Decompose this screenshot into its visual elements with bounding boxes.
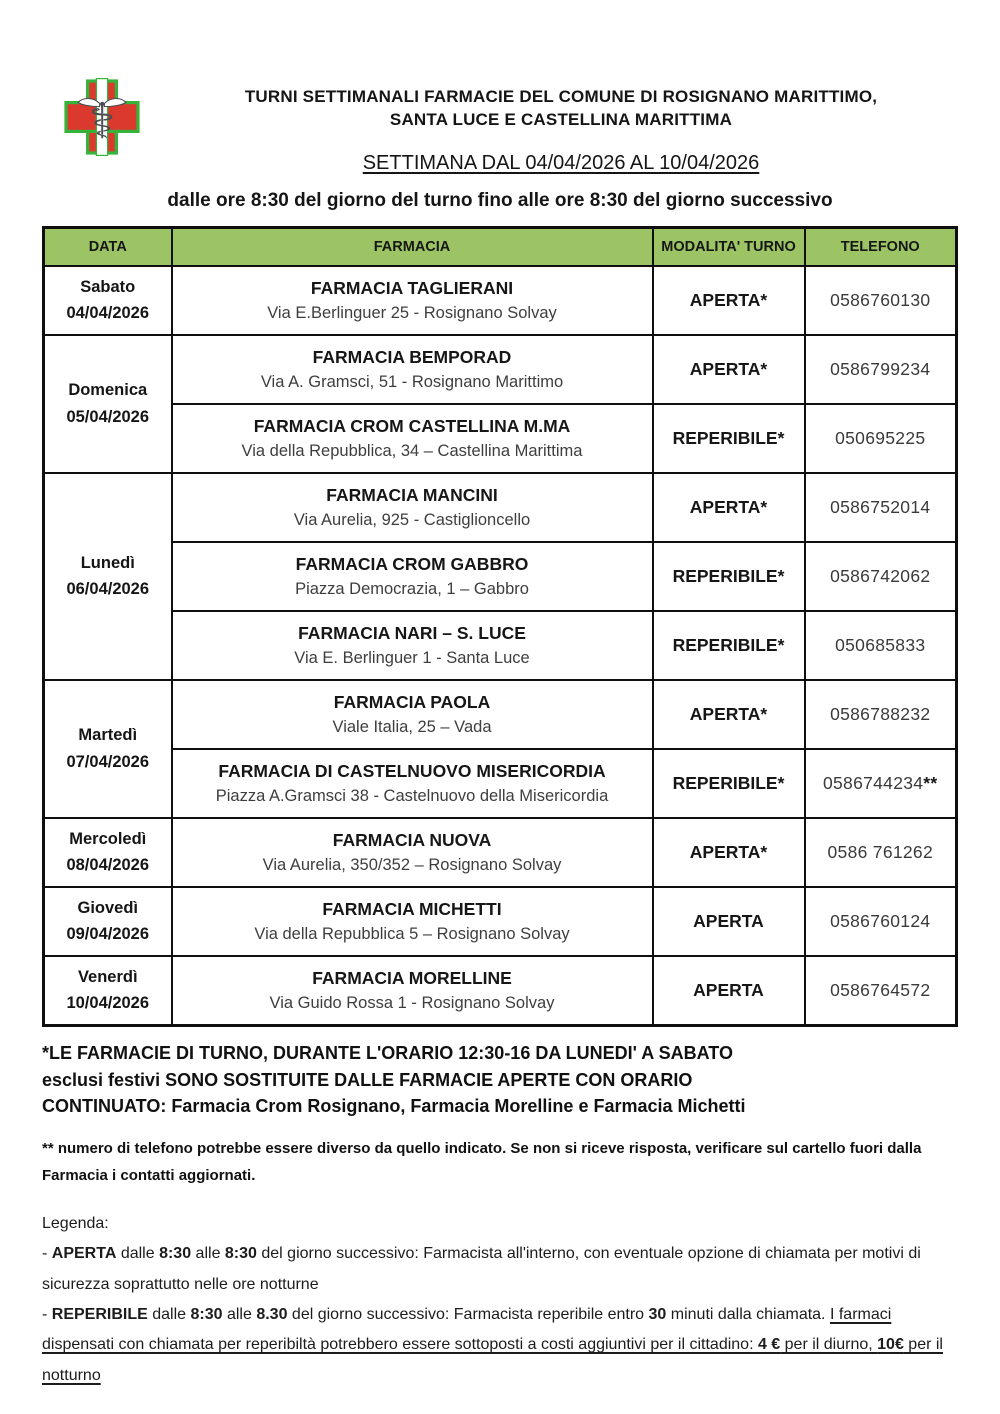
week-range-subtitle: SETTIMANA DAL 04/04/2026 AL 10/04/2026: [362, 151, 760, 174]
pharmacy-address: Via E.Berlinguer 25 - Rosignano Solvay: [267, 303, 557, 322]
legend-text-segment: I farmaci dispensati con chiamata per reperibiltà potrebbero essere sottoposti a costi aggiuntivi per il cittadino:: [42, 1305, 892, 1354]
pharmacy-address: Via della Repubblica, 34 – Castellina Marittima: [241, 441, 583, 460]
table-row: [44, 956, 957, 1026]
table-row: [44, 335, 957, 404]
pharmacy-cell: [172, 542, 653, 611]
phone-text: 0586788232: [830, 703, 931, 724]
pharmacy-cell: [172, 335, 653, 404]
day-name: Giovedì: [77, 898, 138, 917]
mode-cell: [653, 611, 805, 680]
legend-text-segment: -: [42, 1245, 52, 1263]
day-date: 07/04/2026: [66, 752, 150, 771]
phone-text: 050685833: [835, 634, 926, 655]
phone-cell: [805, 266, 957, 335]
table-row: [44, 473, 957, 542]
pharmacy-name: FARMACIA NARI – S. LUCE: [298, 622, 526, 643]
legend-text-segment: 8:30: [159, 1245, 192, 1263]
phone-cell: [805, 611, 957, 680]
mode-text: REPERIBILE*: [672, 565, 785, 586]
phone-text: 0586744234**: [822, 772, 938, 793]
mode-cell: [653, 404, 805, 473]
substitution-note-line: *LE FARMACIE DI TURNO, DURANTE L'ORARIO 12:30-16 DA LUNEDI' A SABATO: [42, 1042, 733, 1063]
phone-text: 0586764572: [830, 979, 931, 1000]
mode-text: APERTA*: [689, 358, 768, 379]
pharmacy-address: Piazza Democrazia, 1 – Gabbro: [295, 579, 529, 598]
phone-cell: [805, 542, 957, 611]
page-title-line: TURNI SETTIMANALI FARMACIE DEL COMUNE DI ROSIGNANO MARITTIMO,: [244, 87, 878, 106]
phone-disclaimer-note: ** numero di telefono potrebbe essere diverso da quello indicato. Se non si riceve risposta, verificare sul cartello fuori dalla Farmacia i contatti aggiornati.: [42, 1139, 922, 1184]
pharmacy-cell: [172, 956, 653, 1026]
table-row: [44, 404, 957, 473]
pharmacy-name: FARMACIA PAOLA: [333, 691, 491, 712]
phone-cell: [805, 473, 957, 542]
mode-text: APERTA*: [689, 289, 768, 310]
day-date: 09/04/2026: [66, 925, 150, 944]
shift-hours-line: dalle ore 8:30 del giorno del turno fino alle ore 8:30 del giorno successivo: [167, 189, 833, 211]
pharmacy-cell: [172, 818, 653, 887]
pharmacy-address: Viale Italia, 25 – Vada: [332, 717, 492, 736]
pharmacy-cell: [172, 404, 653, 473]
day-name: Sabato: [80, 277, 136, 296]
mode-text: REPERIBILE*: [672, 427, 785, 448]
pharmacy-cell: [172, 749, 653, 818]
pharmacy-shift-table: [42, 226, 958, 1027]
header-block: [150, 0, 972, 175]
mode-cell: [653, 749, 805, 818]
pharmacy-name: FARMACIA NUOVA: [332, 829, 492, 850]
substitution-note-line: CONTINUATO: Farmacia Crom Rosignano, Farmacia Morelline e Farmacia Michetti: [42, 1096, 746, 1117]
phone-cell: [805, 818, 957, 887]
mode-text: APERTA: [693, 979, 764, 1000]
table-row: [44, 680, 957, 749]
table-row: [44, 542, 957, 611]
legend-item-reperibile: [42, 1300, 958, 1391]
pharmacy-address: Via Aurelia, 925 - Castiglioncello: [293, 510, 531, 529]
day-cell: [44, 887, 172, 956]
table-row: [44, 818, 957, 887]
pharmacy-address: Via della Repubblica 5 – Rosignano Solvay: [254, 924, 570, 943]
mode-text: REPERIBILE*: [672, 772, 785, 793]
table-row: [44, 266, 957, 335]
mode-cell: [653, 335, 805, 404]
legend: [42, 1209, 958, 1391]
mode-cell: [653, 266, 805, 335]
legend-text-segment: APERTA: [51, 1245, 117, 1263]
day-date: 04/04/2026: [66, 304, 150, 323]
col-header-data: DATA: [44, 227, 172, 266]
phone-text: 0586 761262: [827, 841, 933, 862]
day-name: Mercoledì: [69, 829, 147, 848]
legend-item-aperta: [42, 1239, 958, 1300]
phone-cell: [805, 335, 957, 404]
pharmacy-table-body: [44, 266, 957, 1026]
phone-text: 0586799234: [830, 358, 931, 379]
day-date: 05/04/2026: [66, 407, 150, 426]
table-row: [44, 887, 957, 956]
pharmacy-name: FARMACIA MICHETTI: [322, 898, 502, 919]
pharmacy-cell: [172, 473, 653, 542]
day-name: Domenica: [68, 381, 148, 400]
legend-text-segment: dalle: [147, 1305, 191, 1323]
legend-text-segment: per il notturno: [42, 1336, 943, 1384]
day-date: 06/04/2026: [66, 580, 150, 599]
legend-text-segment: -: [42, 1305, 52, 1323]
col-header-farmacia: FARMACIA: [172, 227, 653, 266]
pharmacy-name: FARMACIA MORELLINE: [312, 967, 512, 988]
legend-text-segment: per il diurno,: [780, 1336, 878, 1354]
legend-text-segment: REPERIBILE: [51, 1305, 148, 1323]
day-cell: [44, 818, 172, 887]
pharmacy-address: Piazza A.Gramsci 38 - Castelnuovo della Misericordia: [215, 786, 609, 805]
mode-cell: [653, 680, 805, 749]
mode-text: APERTA: [693, 910, 764, 931]
legend-text-segment: minuti dalla chiamata.: [666, 1305, 830, 1323]
phone-text: 0586760130: [830, 289, 931, 310]
pharmacy-name: FARMACIA MANCINI: [326, 484, 498, 505]
day-cell: [44, 473, 172, 680]
phone-text: 0586752014: [830, 496, 931, 517]
pharmacy-cell: [172, 611, 653, 680]
table-header-row: [44, 227, 957, 266]
mode-text: APERTA*: [689, 841, 768, 862]
day-date: 10/04/2026: [66, 994, 150, 1013]
phone-text: 050695225: [835, 427, 926, 448]
pharmacy-cell: [172, 887, 653, 956]
mode-text: APERTA*: [689, 496, 768, 517]
col-header-telefono: TELEFONO: [805, 227, 957, 266]
mode-cell: [653, 818, 805, 887]
phone-cell: [805, 749, 957, 818]
phone-cell: [805, 680, 957, 749]
table-row: [44, 749, 957, 818]
legend-text-segment: 10€: [877, 1336, 904, 1354]
mode-cell: [653, 887, 805, 956]
mode-cell: [653, 542, 805, 611]
day-name: Martedì: [78, 726, 138, 745]
mode-text: APERTA*: [689, 703, 768, 724]
phone-text: 0586760124: [830, 910, 931, 931]
mode-text: REPERIBILE*: [672, 634, 785, 655]
pharmacy-cell: [172, 266, 653, 335]
legend-label: Legenda:: [42, 1214, 109, 1232]
pharmacy-name: FARMACIA BEMPORAD: [312, 346, 512, 367]
legend-text-segment: 4 €: [757, 1336, 781, 1354]
substitution-note: [42, 1040, 958, 1120]
pharmacy-cross-logo: [62, 70, 142, 164]
phone-cell: [805, 887, 957, 956]
legend-text-segment: 8:30: [190, 1305, 223, 1323]
caduceus-icon: ⚕: [88, 91, 116, 150]
legend-text-segment: 30: [648, 1305, 667, 1323]
pharmacy-name: FARMACIA CROM CASTELLINA M.MA: [253, 415, 571, 436]
pharmacy-cell: [172, 680, 653, 749]
mode-cell: [653, 956, 805, 1026]
day-cell: [44, 335, 172, 473]
col-header-modalita-turno: MODALITA' TURNO: [653, 227, 805, 266]
legend-text-segment: del giorno successivo: Farmacista all'interno, con eventuale opzione di chiamata per motivi di sicurezza soprattutto nelle ore notturne: [42, 1245, 921, 1293]
day-date: 08/04/2026: [66, 856, 150, 875]
legend-text-segment: alle: [191, 1245, 225, 1263]
day-name: Venerdì: [77, 967, 138, 986]
pharmacy-name: FARMACIA DI CASTELNUOVO MISERICORDIA: [218, 760, 606, 781]
phone-cell: [805, 404, 957, 473]
page-title: [150, 86, 972, 132]
page-title-line: SANTA LUCE E CASTELLINA MARITTIMA: [389, 109, 733, 129]
pharmacy-address: Via A. Gramsci, 51 - Rosignano Marittimo: [260, 372, 564, 391]
legend-text-segment: 8:30: [224, 1245, 257, 1263]
pharmacy-address: Via E. Berlinguer 1 - Santa Luce: [294, 648, 530, 667]
pharmacy-address: Via Aurelia, 350/352 – Rosignano Solvay: [262, 855, 562, 874]
phone-footnote-marker: **: [923, 772, 938, 793]
pharmacy-name: FARMACIA CROM GABBRO: [295, 553, 529, 574]
pharmacy-address: Via Guido Rossa 1 - Rosignano Solvay: [269, 993, 555, 1012]
day-name: Lunedì: [80, 553, 135, 572]
legend-text-segment: 8.30: [256, 1305, 288, 1323]
phone-cell: [805, 956, 957, 1026]
legend-text-segment: dalle: [116, 1245, 160, 1263]
day-cell: [44, 266, 172, 335]
legend-text-segment: alle: [222, 1305, 257, 1323]
mode-cell: [653, 473, 805, 542]
phone-text: 0586742062: [830, 565, 931, 586]
day-cell: [44, 956, 172, 1026]
substitution-note-line: esclusi festivi SONO SOSTITUITE DALLE FARMACIE APERTE CON ORARIO: [42, 1069, 693, 1090]
legend-text-segment: del giorno successivo: Farmacista reperibile entro: [287, 1305, 649, 1323]
table-row: [44, 611, 957, 680]
pharmacy-name: FARMACIA TAGLIERANI: [310, 277, 514, 298]
day-cell: [44, 680, 172, 818]
